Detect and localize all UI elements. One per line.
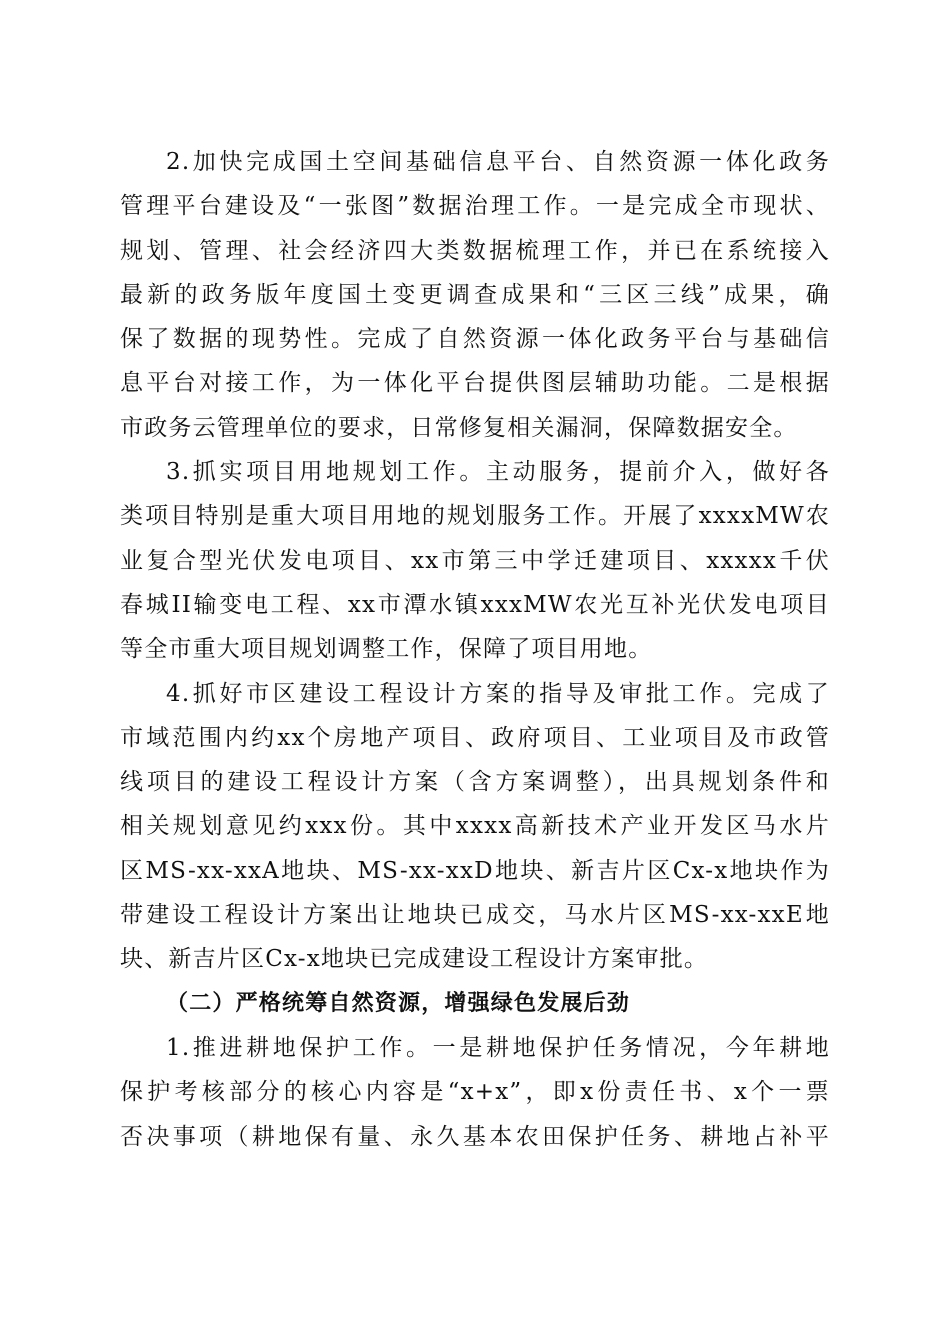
paragraph-2-line-2: 管理平台建设及“一张图”数据治理工作。一是完成全市现状、 — [120, 193, 830, 220]
paragraph-4-line-2: 市域范围内约xx个房地产项目、政府项目、工业项目及市政管 — [120, 724, 830, 751]
paragraph-2-line-4: 最新的政务版年度国土变更调查成果和“三区三线”成果，确 — [120, 281, 830, 308]
paragraph-5-line-3: 否决事项（耕地保有量、永久基本农田保护任务、耕地占补平 — [120, 1123, 830, 1150]
paragraph-4-line-7: 块、新吉片区Cx-x地块已完成建设工程设计方案审批。 — [120, 946, 709, 973]
section-heading: （二）严格统筹自然资源，增强绿色发展后劲 — [166, 990, 631, 1016]
paragraph-5-line-2: 保护考核部分的核心内容是“x+x”，即x份责任书、x个一票 — [120, 1079, 830, 1106]
paragraph-4-line-3: 线项目的建设工程设计方案（含方案调整），出具规划条件和 — [120, 769, 830, 796]
paragraph-5-line-1: 1.推进耕地保护工作。一是耕地保护任务情况，今年耕地 — [166, 1034, 830, 1061]
paragraph-4-line-4: 相关规划意见约xxx份。其中xxxx高新技术产业开发区马水片 — [120, 813, 830, 840]
document-body — [120, 140, 830, 1159]
paragraph-3-line-4: 春城II输变电工程、xx市潭水镇xxxMW农光互补光伏发电项目 — [120, 591, 830, 618]
paragraph-2-line-1: 2.加快完成国土空间基础信息平台、自然资源一体化政务 — [166, 149, 830, 175]
paragraph-4-line-1: 4.抓好市区建设工程设计方案的指导及审批工作。完成了 — [166, 680, 830, 707]
paragraph-3-line-3: 业复合型光伏发电项目、xx市第三中学迁建项目、xxxxx千伏 — [120, 547, 830, 574]
paragraph-2-line-6: 息平台对接工作，为一体化平台提供图层辅助功能。二是根据 — [120, 370, 830, 397]
paragraph-2-line-5: 保了数据的现势性。完成了自然资源一体化政务平台与基础信 — [120, 326, 830, 353]
paragraph-3-line-5: 等全市重大项目规划调整工作，保障了项目用地。 — [120, 636, 653, 663]
paragraph-3-line-2: 类项目特别是重大项目用地的规划服务工作。开展了xxxxMW农 — [120, 503, 830, 530]
paragraph-2-line-3: 规划、管理、社会经济四大类数据梳理工作，并已在系统接入 — [120, 237, 830, 264]
paragraph-3-line-1: 3.抓实项目用地规划工作。主动服务，提前介入，做好各 — [166, 459, 830, 486]
paragraph-2-line-7: 市政务云管理单位的要求，日常修复相关漏洞，保障数据安全。 — [120, 414, 798, 441]
paragraph-4-line-5: 区MS-xx-xxA地块、MS-xx-xxD地块、新吉片区Cx-x地块作为 — [120, 857, 830, 884]
paragraph-4-line-6: 带建设工程设计方案出让地块已成交，马水片区MS-xx-xxE地 — [120, 902, 830, 929]
